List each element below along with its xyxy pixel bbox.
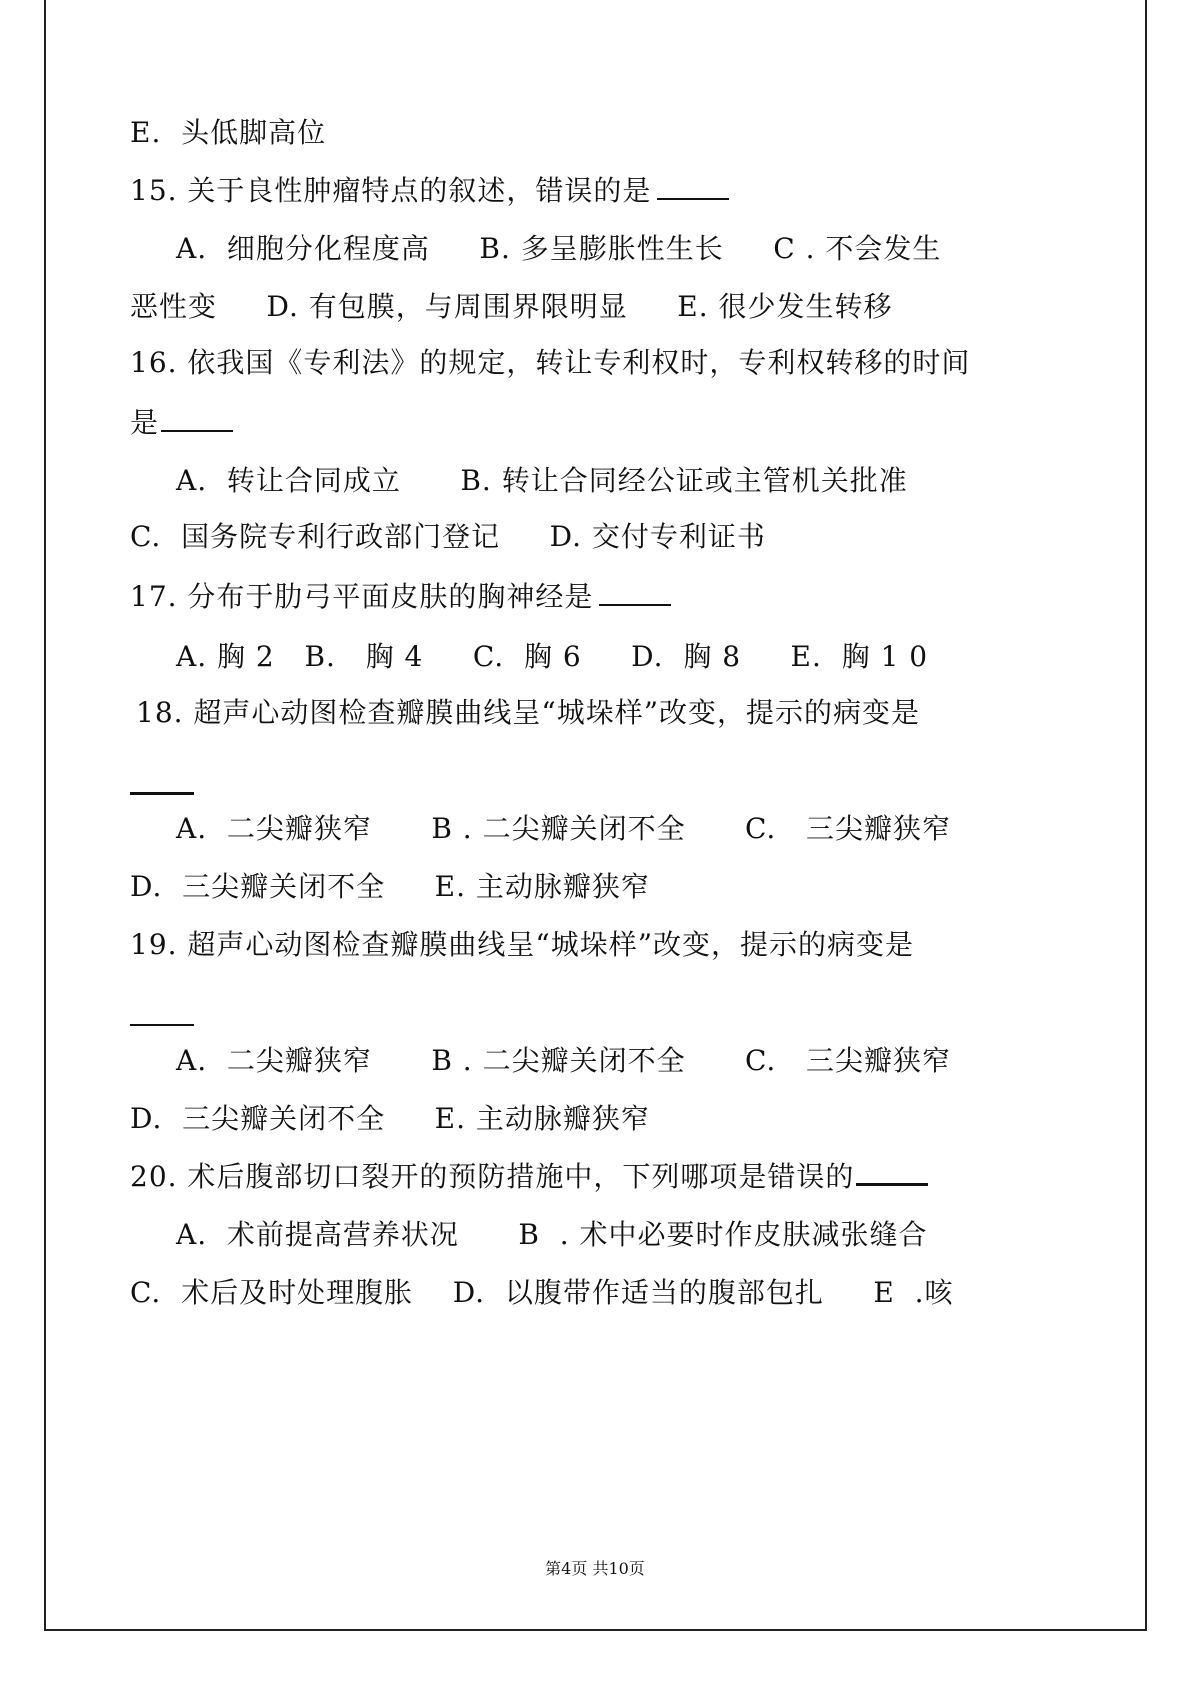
option-line	[130, 870, 650, 904]
option-line	[176, 1218, 928, 1252]
option-line	[176, 640, 928, 674]
line-text: A. 转让合同成立 B. 转让合同经公证或主管机关批准	[176, 464, 908, 497]
option-line	[176, 232, 941, 266]
line-text: 20. 术后腹部切口裂开的预防措施中，下列哪项是错误的	[130, 1160, 855, 1193]
line-text: C. 术后及时处理腹胀 D. 以腹带作适当的腹部包扎 E .咳	[130, 1276, 954, 1309]
line-text: A. 二尖瓣狭窄 B . 二尖瓣关闭不全 C. 三尖瓣狭窄	[176, 812, 952, 845]
line-text: A. 二尖瓣狭窄 B . 二尖瓣关闭不全 C. 三尖瓣狭窄	[176, 1044, 952, 1077]
answer-blank	[657, 178, 729, 200]
answer-blank	[130, 772, 194, 795]
answer-blank	[130, 1004, 194, 1026]
answer-blank	[856, 1163, 928, 1186]
line-text: 恶性变 D. 有包膜，与周围界限明显 E. 很少发生转移	[130, 290, 893, 323]
option-line	[130, 1276, 954, 1310]
option-line	[130, 520, 766, 554]
question-19	[130, 928, 914, 962]
line-text: A. 胸 2 B. 胸 4 C. 胸 6 D. 胸 8 E. 胸 1 0	[176, 640, 929, 673]
line-text: 19. 超声心动图检查瓣膜曲线呈“城垛样”改变，提示的病变是	[130, 928, 915, 961]
answer-blank	[161, 410, 233, 432]
line-text: 15. 关于良性肿瘤特点的叙述，错误的是	[130, 174, 652, 207]
line-text: A. 细胞分化程度高 B. 多呈膨胀性生长 C . 不会发生	[176, 232, 942, 265]
line-text: E. 头低脚高位	[130, 116, 327, 149]
question-17	[130, 580, 671, 614]
line-text: D. 三尖瓣关闭不全 E. 主动脉瓣狭窄	[130, 1102, 650, 1135]
question-16-cont	[130, 406, 233, 440]
option-line	[130, 290, 893, 324]
page-footer: 第4页 共10页	[545, 1559, 645, 1578]
line-text: A. 术前提高营养状况 B . 术中必要时作皮肤减张缝合	[176, 1218, 928, 1251]
option-line	[176, 1044, 951, 1078]
question-20	[130, 1160, 928, 1194]
question-16	[130, 346, 970, 380]
option-line	[176, 464, 908, 498]
line-text: 17. 分布于肋弓平面皮肤的胸神经是	[130, 580, 594, 613]
line-text: 16. 依我国《专利法》的规定，转让专利权时，专利权转移的时间	[130, 346, 971, 379]
line-text: D. 三尖瓣关闭不全 E. 主动脉瓣狭窄	[130, 870, 650, 903]
line-text: C. 国务院专利行政部门登记 D. 交付专利证书	[130, 520, 766, 553]
question-18	[136, 696, 920, 730]
option-line	[176, 812, 951, 846]
line-text: 18. 超声心动图检查瓣膜曲线呈“城垛样”改变，提示的病变是	[136, 696, 921, 729]
answer-blank	[599, 584, 671, 606]
question-15	[130, 174, 729, 208]
option-line	[130, 116, 326, 150]
line-text: 是	[130, 406, 160, 439]
option-line	[130, 1102, 650, 1136]
